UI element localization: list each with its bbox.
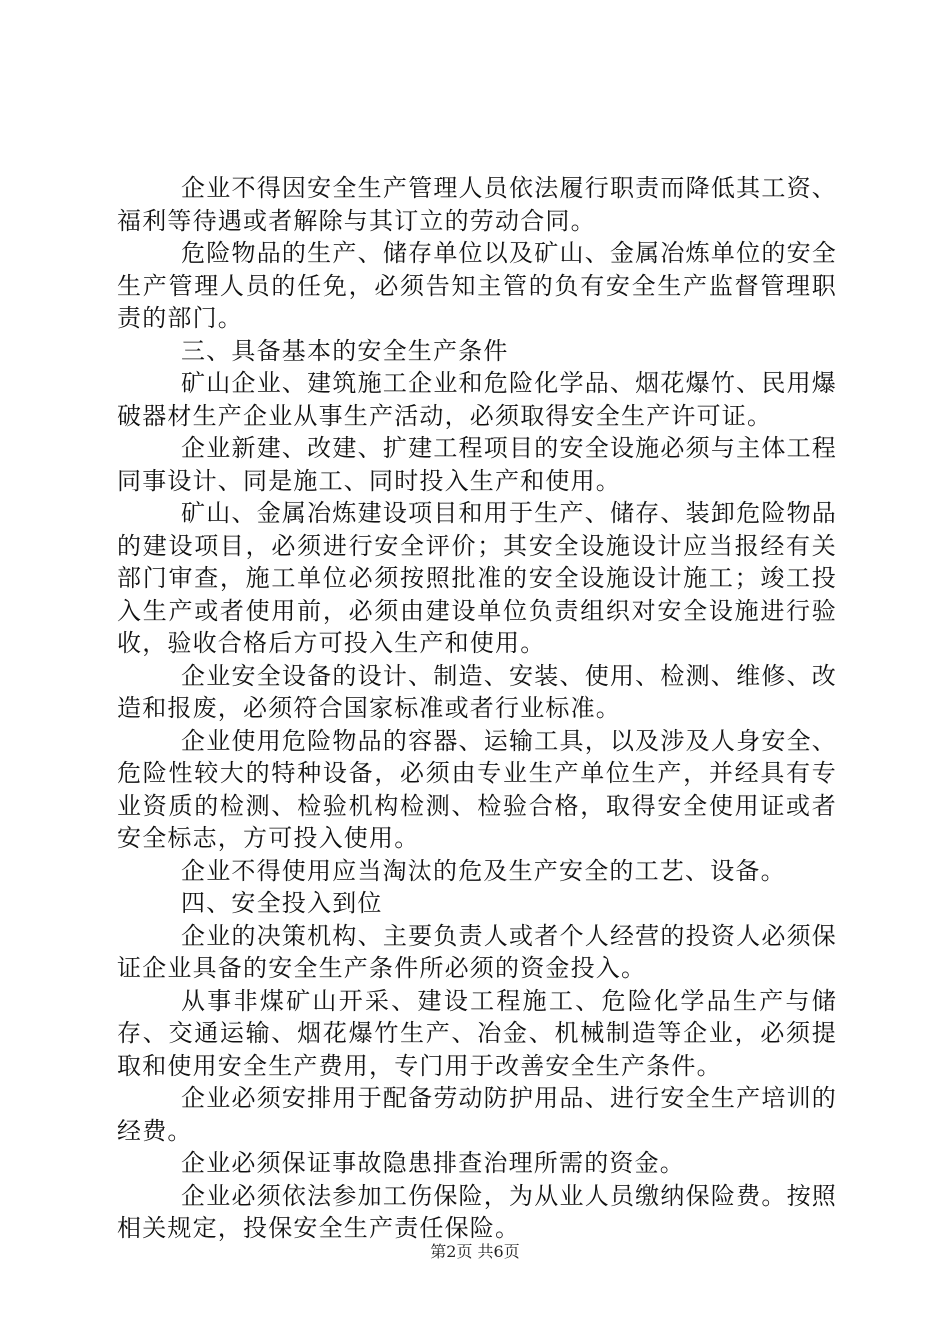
document-body: [117, 172, 837, 1245]
paragraph: 企业必须安排用于配备劳动防护用品、进行安全生产培训的经费。: [117, 1084, 837, 1145]
paragraph: 企业必须保证事故隐患排查治理所需的资金。: [181, 1149, 685, 1177]
paragraph: 矿山企业、建筑施工企业和危险化学品、烟花爆竹、民用爆破器材生产企业从事生产活动，必须取得安全生产许可证。: [117, 369, 837, 430]
paragraph: 企业安全设备的设计、制造、安装、使用、检测、维修、改造和报废，必须符合国家标准或者行业标准。: [117, 661, 837, 722]
paragraph: 企业不得使用应当淘汰的危及生产安全的工艺、设备。: [181, 856, 786, 885]
paragraph: 矿山、金属冶炼建设项目和用于生产、储存、装卸危险物品的建设项目，必须进行安全评价；其安全设施设计应当报经有关部门审查，施工单位必须按照批准的安全设施设计施工；竣工投入生产或者使用前，必须由建设单位负责组织对安全设施进行验收，验收合格后方可投入生产和使用。: [117, 499, 837, 657]
paragraph: 从事非煤矿山开采、建设工程施工、危险化学品生产与储存、交通运输、烟花爆竹生产、冶金、机械制造等企业，必须提取和使用安全生产费用，专门用于改善安全生产条件。: [117, 986, 837, 1080]
page-number-footer: 第2页 共6页: [430, 1242, 520, 1261]
section-heading: 四、安全投入到位: [181, 889, 383, 917]
section-heading: 三、具备基本的安全生产条件: [181, 336, 509, 365]
paragraph: 企业使用危险物品的容器、运输工具，以及涉及人身安全、危险性较大的特种设备，必须由专业生产单位生产，并经具有专业资质的检测、检验机构检测、检验合格，取得安全使用证或者安全标志，方可投入使用。: [117, 726, 837, 852]
paragraph: 企业的决策机构、主要负责人或者个人经营的投资人必须保证企业具备的安全生产条件所必须的资金投入。: [117, 921, 837, 982]
paragraph: 企业必须依法参加工伤保险，为从业人员缴纳保险费。按照相关规定，投保安全生产责任保险。: [117, 1181, 837, 1242]
paragraph: 企业不得因安全生产管理人员依法履行职责而降低其工资、福利等待遇或者解除与其订立的劳动合同。: [117, 174, 837, 235]
paragraph: 企业新建、改建、扩建工程项目的安全设施必须与主体工程同事设计、同是施工、同时投入生产和使用。: [117, 434, 837, 495]
paragraph: 危险物品的生产、储存单位以及矿山、金属冶炼单位的安全生产管理人员的任免，必须告知主管的负有安全生产监督管理职责的部门。: [117, 239, 837, 332]
